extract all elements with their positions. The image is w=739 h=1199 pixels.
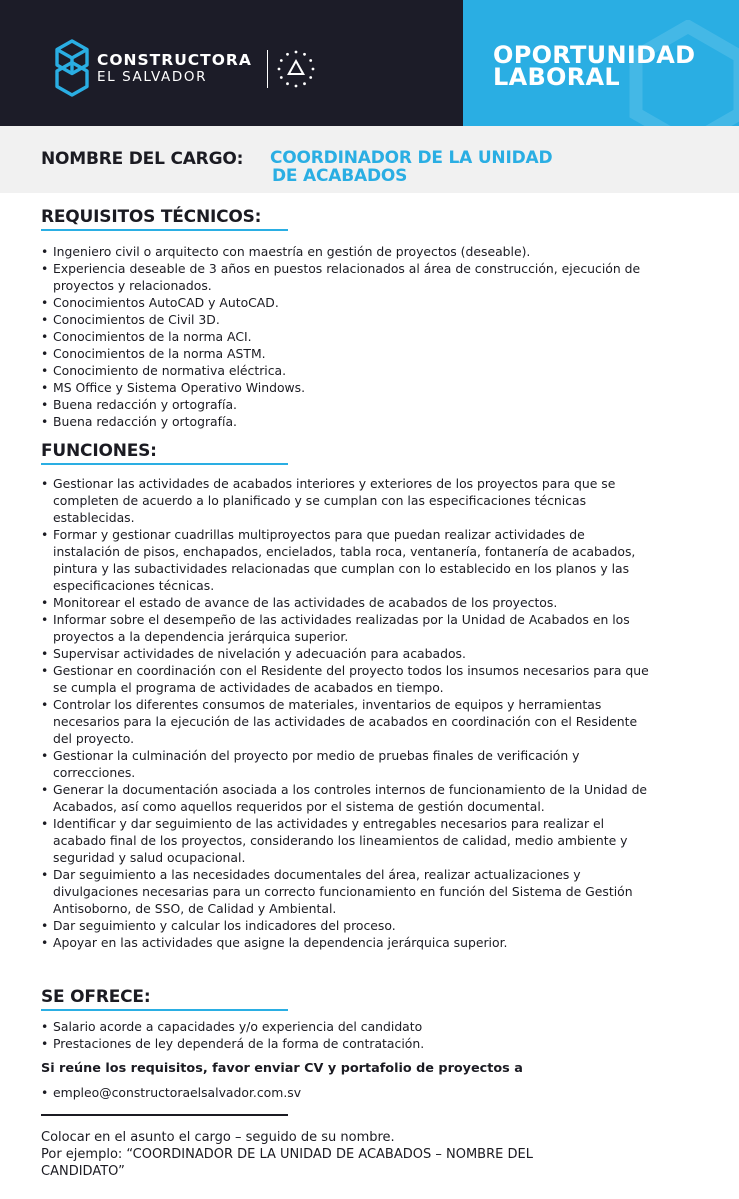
page-header [0,0,739,126]
requirement-item: • Experiencia deseable de 3 años en puestos relacionados al área de construcción, ejecución de proyectos y relacionados. [41,260,651,294]
function-item: • Generar la documentación asociada a los controles internos de funcionamiento de la Unidad de Acabados, así como aquellos requeridos por el sistema de gestión documental. [41,781,651,815]
requirement-item: • Conocimientos de la norma ACI. [41,328,651,345]
requirements-underline [41,229,288,231]
function-item: • Gestionar la culminación del proyecto por medio de pruebas finales de verificación y correcciones. [41,747,651,781]
function-item: • Supervisar actividades de nivelación y adecuación para acabados. [41,645,651,662]
badge-line-1: OPORTUNIDAD [493,41,696,69]
function-item: • Dar seguimiento y calcular los indicadores del proceso. [41,917,651,934]
logo-divider [267,50,268,88]
position-title [270,149,552,185]
position-title-line-2: DE ACABADOS [272,166,408,186]
job-opportunity-badge [493,41,696,91]
function-item: • Informar sobre el desempeño de las actividades realizadas por la Unidad de Acabados en los proyectos a la dependencia jerárquica superior. [41,611,651,645]
contact-email[interactable]: • empleo@constructoraelsalvador.com.sv [41,1084,651,1101]
company-logo-icon [54,38,90,98]
benefit-item: • Salario acorde a capacidades y/o experiencia del candidato [41,1018,651,1035]
requirements-list [41,243,651,430]
functions-underline [41,463,288,465]
position-title-line-1: COORDINADOR DE LA UNIDAD [270,148,553,168]
benefits-underline [41,1009,288,1011]
footer-divider [41,1114,288,1116]
requirement-item: • Conocimientos de la norma ASTM. [41,345,651,362]
function-item: • Controlar los diferentes consumos de materiales, inventarios de equipos y herramientas necesarios para la ejecución de las actividades de acabados en coordinación con el Residente del proyecto. [41,696,651,747]
contact-list [41,1084,651,1101]
requirement-item: • MS Office y Sistema Operativo Windows. [41,379,651,396]
functions-list [41,475,651,951]
requirement-item: • Conocimiento de normativa eléctrica. [41,362,651,379]
brand-name: CONSTRUCTORA [97,51,252,69]
position-label: NOMBRE DEL CARGO: [41,149,244,169]
function-item: • Dar seguimiento a las necesidades documentales del área, realizar actualizaciones y divulgaciones necesarias para un correcto funcionamiento en función del Sistema de Gestión Antisoborno, de SSO, de Calidad y Ambiental. [41,866,651,917]
brand-subtitle: EL SALVADOR [97,69,208,85]
function-item: • Gestionar las actividades de acabados interiores y exteriores de los proyectos para que se completen de acuerdo a lo planificado y se cumplan con las especificaciones técnicas establecidas. [41,475,651,526]
subject-example-line-end: CANDIDATO” [41,1164,125,1179]
function-item: • Monitorear el estado de avance de las actividades de acabados de los proyectos. [41,594,651,611]
benefit-item: • Prestaciones de ley dependerá de la forma de contratación. [41,1035,651,1052]
function-item: • Identificar y dar seguimiento de las actividades y entregables necesarios para realizar el acabado final de los proyectos, considerando los lineamientos de calidad, medio ambiente y seguridad y salud ocupacional. [41,815,651,866]
requirements-heading: REQUISITOS TÉCNICOS: [41,207,262,227]
requirement-item: • Buena redacción y ortografía. [41,396,651,413]
apply-instructions: Si reúne los requisitos, favor enviar CV y portafolio de proyectos a [41,1061,523,1076]
requirement-item: • Buena redacción y ortografía. [41,413,651,430]
benefits-list [41,1018,651,1052]
national-seal-icon [276,49,316,89]
badge-line-2: LABORAL [493,63,621,91]
function-item: • Apoyar en las actividades que asigne la dependencia jerárquica superior. [41,934,651,951]
subject-example-line: Por ejemplo: “COORDINADOR DE LA UNIDAD DE ACABADOS – NOMBRE DEL [41,1147,533,1162]
functions-heading: FUNCIONES: [41,441,157,461]
function-item: • Gestionar en coordinación con el Residente del proyecto todos los insumos necesarios para que se cumpla el programa de actividades de acabados en tiempo. [41,662,651,696]
benefits-heading: SE OFRECE: [41,987,151,1007]
requirement-item: • Conocimientos de Civil 3D. [41,311,651,328]
requirement-item: • Conocimientos AutoCAD y AutoCAD. [41,294,651,311]
subject-instructions [41,1129,681,1180]
function-item: • Formar y gestionar cuadrillas multiproyectos para que puedan realizar actividades de instalación de pisos, enchapados, encielados, tabla roca, ventanería, fontanería de acabados, pintura y las subactividades relacionadas que cumplan con lo establecido en los planos y las especificaciones técnicas. [41,526,651,594]
requirement-item: • Ingeniero civil o arquitecto con maestría en gestión de proyectos (deseable). [41,243,651,260]
subject-instruction-line: Colocar en el asunto el cargo – seguido de su nombre. [41,1130,395,1145]
